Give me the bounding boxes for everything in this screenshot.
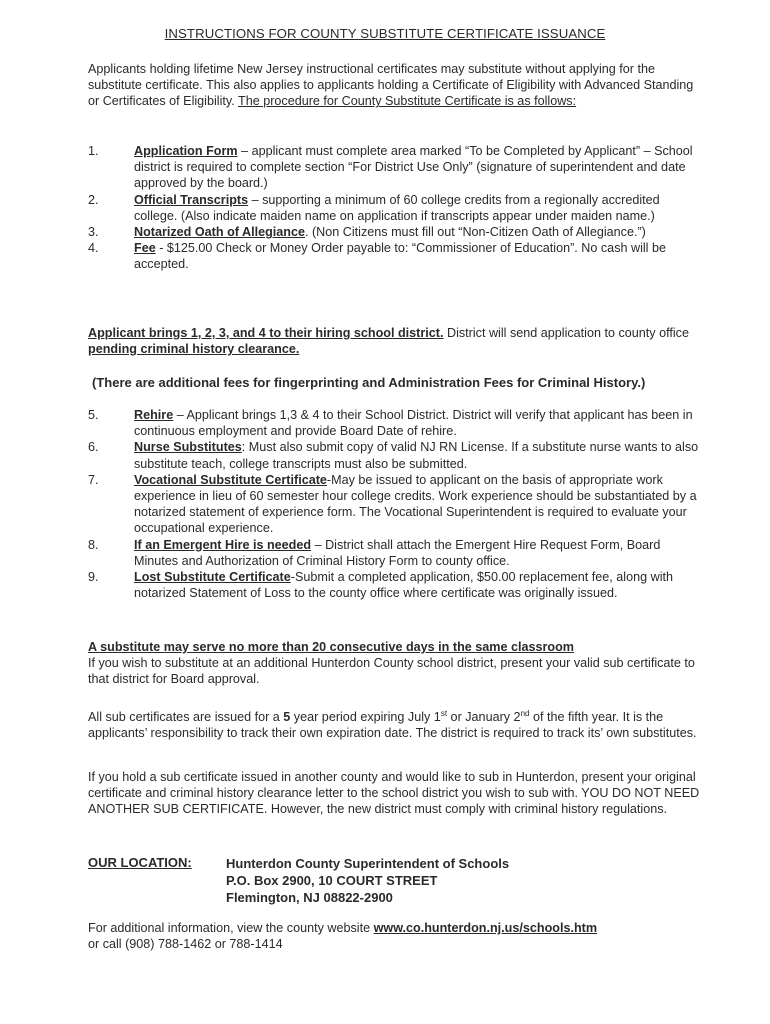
- item-label: Application Form: [134, 144, 238, 158]
- location-label: OUR LOCATION:: [88, 855, 192, 870]
- intro-text: Applicants holding lifetime New Jersey instructional certificates may substitute without applying for the substitute certificate. This also applies to applicants holding a Certificate of Eligibility with Advanced Standing or Certificates of Eligibility.: [88, 62, 694, 109]
- required-items-list: [88, 143, 706, 273]
- service-limit-paragraph: [88, 639, 706, 688]
- page-title: INSTRUCTIONS FOR COUNTY SUBSTITUTE CERTIFICATE ISSUANCE: [164, 26, 606, 41]
- contact-paragraph: For additional information, view the county website www.co.hunterdon.nj.us/schools.htm or call (908) 788-1462 or 788-1414: [88, 921, 598, 952]
- list-item: 6. Nurse Substitutes: Must also submit copy of valid NJ RN License. If a substitute nurse wants to also substitute teach, college transcripts must also be submitted.: [88, 440, 699, 471]
- item-label: Nurse Substitutes: [134, 440, 242, 455]
- submission-paragraph: Applicant brings 1, 2, 3, and 4 to their hiring school district. District will send application to county office pending criminal history clearance.: [88, 326, 689, 357]
- list-item: 9. Lost Substitute Certificate-Submit a completed application, $50.00 replacement fee, along with notarized Statement of Loss to the county office where certificate was originally issued.: [88, 570, 673, 601]
- service-limit-text: If you wish to substitute at an additional Hunterdon County school district, present your valid sub certificate to that district for Board approval.: [88, 656, 695, 687]
- service-limit-heading: A substitute may serve no more than 20 consecutive days in the same classroom: [88, 640, 574, 654]
- list-item: 3. Notarized Oath of Allegiance. (Non Citizens must fill out “Non-Citizen Oath of Allegiance.”): [88, 225, 646, 240]
- intro-procedure-text: The procedure for County Substitute Certificate is as follows:: [238, 94, 577, 109]
- fees-note: (There are additional fees for fingerprinting and Administration Fees for Criminal History.): [92, 375, 646, 390]
- other-county-paragraph: If you hold a sub certificate issued in another county and would like to sub in Hunterdon, present your original certificate and criminal history clearance letter to the school district you wish to sub with. YOU DO NOT NEED ANOTHER SUB CERTIFICATE. However, the new district must comply with criminal history regulations.: [88, 770, 700, 817]
- validity-paragraph: All sub certificates are issued for a 5 year period expiring July 1st or January 2nd of the fifth year. It is the applicants’ responsibility to track their own expiration date. The district is required to track its’ own substitutes.: [88, 709, 697, 741]
- intro-paragraph: [88, 61, 706, 110]
- item-label: Lost Substitute Certificate: [134, 570, 291, 585]
- list-item: 4. Fee - $125.00 Check or Money Order payable to: “Commissioner of Education”. No cash will be accepted.: [88, 241, 666, 272]
- special-cases-list: [88, 407, 706, 601]
- list-item: 5. Rehire – Applicant brings 1,3 & 4 to their School District. District will verify that applicant has been in continuous employment and provide Board Date of rehire.: [88, 408, 693, 439]
- item-label: Rehire: [134, 408, 174, 422]
- location-address: Hunterdon County Superintendent of Schools P.O. Box 2900, 10 COURT STREET Flemington, NJ 08822-2900: [226, 856, 510, 905]
- item-label: Fee: [134, 241, 156, 256]
- item-label: Official Transcripts: [134, 192, 249, 207]
- county-website-link[interactable]: www.co.hunterdon.nj.us/schools.htm: [373, 921, 598, 935]
- list-item: 8. If an Emergent Hire is needed – District shall attach the Emergent Hire Request Form, Board Minutes and Authorization of Criminal History Form to county office.: [88, 537, 661, 568]
- item-label: If an Emergent Hire is needed: [134, 537, 312, 552]
- list-item: 1. Application Form – applicant must complete area marked “To be Completed by Applicant” – School district is required to complete section “For District Use Only” (signature of superintendent and date approved by the board.): [88, 144, 693, 191]
- item-label: Vocational Substitute Certificate: [134, 472, 327, 487]
- list-item: 7. Vocational Substitute Certificate-May be issued to applicant on the basis of appropriate work experience in lieu of 60 semester hour college credits. Work experience should be substantiated by a notarized statement of experience form. The Vocational Superintendent is required to evaluate your occupational experience.: [88, 472, 697, 536]
- item-label: Notarized Oath of Allegiance: [134, 225, 305, 240]
- list-item: 2. Official Transcripts – supporting a minimum of 60 college credits from a regionally accredited college. (Also indicate maiden name on application if transcripts appear under maiden name.): [88, 192, 660, 223]
